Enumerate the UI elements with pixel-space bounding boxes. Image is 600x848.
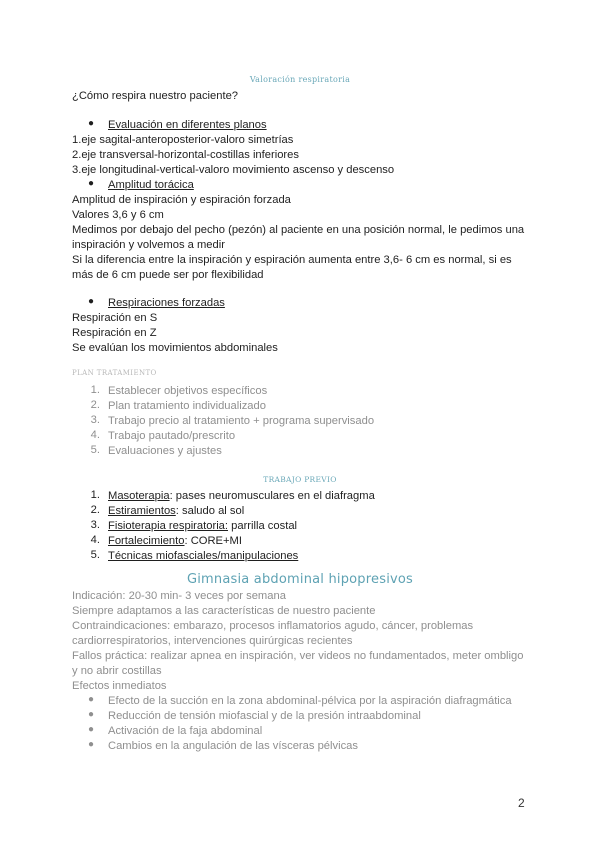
bullet-icon: ●: [88, 739, 95, 750]
plan-heading: PLAN TRATAMIENTO: [72, 369, 157, 377]
text-line: Medimos por debajo del pecho (pezón) al paciente en una posición normal, le pedimos una: [72, 224, 525, 236]
text-line: Valores 3,6 y 6 cm: [72, 209, 164, 221]
bullet-icon: ●: [88, 178, 95, 189]
text-line: Fallos práctica: realizar apnea en inspiración, ver videos no fundamentados, meter ombligo: [72, 650, 524, 662]
previo-item-term: Fisioterapia respiratoria:: [108, 520, 229, 532]
plan-item: Trabajo pautado/prescrito: [108, 430, 236, 442]
gimnasia-heading: Gimnasia abdominal hipopresivos: [186, 572, 414, 587]
text-line: Indicación: 20-30 min- 3 veces por semana: [72, 590, 286, 602]
list-number: 4.: [90, 534, 100, 546]
section-amplitud-heading: Amplitud torácica: [108, 179, 194, 191]
efecto-item: Cambios en la angulación de las vísceras pélvicas: [108, 740, 358, 752]
previo-item-term: Técnicas miofasciales/manipulaciones: [108, 550, 299, 562]
previo-item: [108, 504, 244, 518]
plan-item: Plan tratamiento individualizado: [108, 400, 266, 412]
text-line: Respiración en Z: [72, 327, 157, 339]
text-line: Si la diferencia entre la inspiración y espiración aumenta entre 3,6- 6 cm es normal, si es: [72, 254, 512, 266]
plan-item: Establecer objetivos específicos: [108, 385, 268, 397]
plan-item: Trabajo precio al tratamiento + programa supervisado: [108, 415, 375, 427]
list-number: 1.: [90, 489, 100, 501]
list-number: 3.: [90, 414, 100, 426]
bullet-icon: ●: [88, 296, 95, 307]
list-number: 5.: [90, 549, 100, 561]
previo-item-desc: : CORE+MI: [184, 535, 242, 547]
previo-item-term: Estiramientos: [108, 505, 176, 517]
bullet-icon: ●: [88, 709, 95, 720]
list-number: 1.: [90, 384, 100, 396]
efecto-item: Activación de la faja abdominal: [108, 725, 263, 737]
text-line: Respiración en S: [72, 312, 158, 324]
list-number: 5.: [90, 444, 100, 456]
text-line: cardiorrespiratorios, intervenciones quirúrgicas recientes: [72, 635, 353, 647]
question-line: ¿Cómo respira nuestro paciente?: [72, 90, 239, 102]
previo-item: [108, 519, 297, 533]
text-line: Contraindicaciones: embarazo, procesos inflamatorios agudo, cáncer, problemas: [72, 620, 474, 632]
text-line: Amplitud de inspiración y espiración forzada: [72, 194, 291, 206]
previo-item-term: Fortalecimiento: [108, 535, 185, 547]
previo-item: [108, 534, 242, 548]
previo-item-desc: : pases neuromusculares en el diafragma: [169, 490, 375, 502]
list-number: 2.: [90, 399, 100, 411]
text-line: y no abrir costillas: [72, 665, 162, 677]
bullet-icon: ●: [88, 118, 95, 129]
text-line: inspiración y volvemos a medir: [72, 239, 225, 251]
plan-item: Evaluaciones y ajustes: [108, 445, 222, 457]
efecto-item: Efecto de la succión en la zona abdominal-pélvica por la aspiración diafragmática: [108, 695, 512, 707]
text-line: Se evalúan los movimientos abdominales: [72, 342, 278, 354]
list-number: 4.: [90, 429, 100, 441]
list-number: 3.: [90, 519, 100, 531]
text-line: 1.eje sagital-anteroposterior-valoro simetrías: [72, 134, 294, 146]
previo-item-desc: : saludo al sol: [175, 505, 245, 517]
list-number: 2.: [90, 504, 100, 516]
text-line: 2.eje transversal-horizontal-costillas inferiores: [72, 149, 299, 161]
text-line: Siempre adaptamos a las características de nuestro paciente: [72, 605, 376, 617]
text-line: Efectos inmediatos: [72, 680, 167, 692]
previo-item-term: Masoterapia: [108, 490, 170, 502]
text-line: 3.eje longitudinal-vertical-valoro movimiento ascenso y descenso: [72, 164, 395, 176]
efecto-item: Reducción de tensión miofascial y de la presión intraabdominal: [108, 710, 421, 722]
page-title: Valoración respiratoria: [249, 75, 351, 84]
section-planos-heading: Evaluación en diferentes planos: [108, 119, 267, 131]
previo-item-desc: parrilla costal: [228, 520, 298, 532]
text-line: más de 6 cm puede ser por flexibilidad: [72, 269, 264, 281]
bullet-icon: ●: [88, 724, 95, 735]
bullet-icon: ●: [88, 694, 95, 705]
previo-heading: TRABAJO PREVIO: [263, 475, 337, 484]
previo-item: [108, 549, 298, 563]
section-respiraciones-heading: Respiraciones forzadas: [108, 297, 225, 309]
page-number: 2: [518, 796, 525, 810]
previo-item: [108, 489, 375, 503]
